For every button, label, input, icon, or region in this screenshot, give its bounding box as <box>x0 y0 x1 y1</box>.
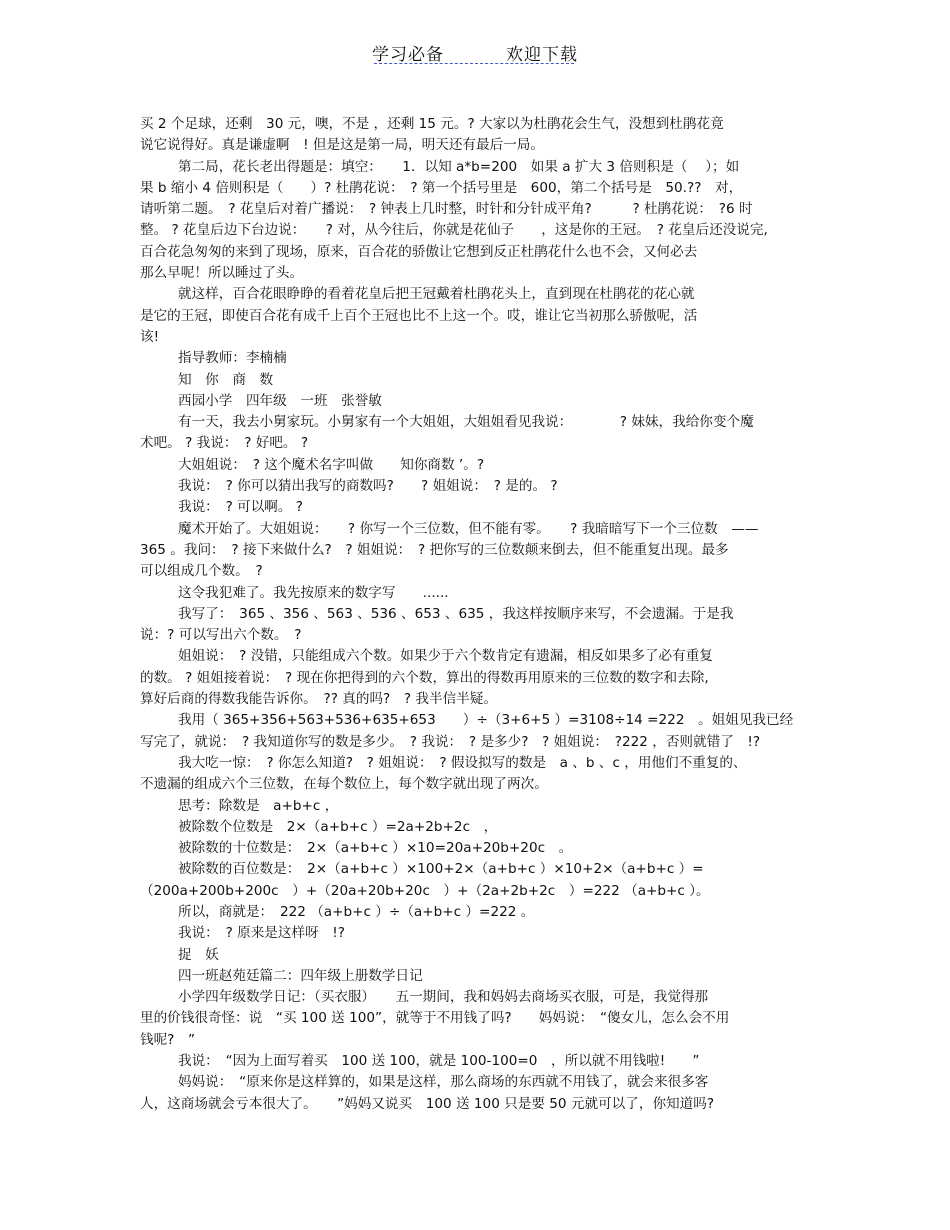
text-line: 买 2 个足球，还剩 30 元，噢，不是 ，还剩 15 元。? 大家以为杜鹃花会生气，没想到杜鹃花竟 <box>140 116 724 132</box>
text-line: 魔术开始了。大姐姐说： ? 你写一个三位数，但不能有零。 ? 我暗暗写下一个三位数 —— <box>178 520 759 537</box>
text-line: 西园小学 四年级 一班 张誉敏 <box>178 392 382 409</box>
text-line: 被除数个位数是 2×（a+b+c ）=2a+2b+2c ， <box>178 818 498 835</box>
text-line: 术吧。 ? 我说： ? 好吧。 ? <box>140 435 309 452</box>
text-line: 被除数的十位数是： 2×（a+b+c ）×10=20a+20b+20c 。 <box>178 840 573 857</box>
header-right-text: 欢迎下载 <box>506 45 578 65</box>
text-line: 算好后商的得数我能告诉你。 ?? 真的吗? ? 我半信半疑。 <box>140 691 497 708</box>
page-header <box>0 40 950 65</box>
text-line: 被除数的百位数是： 2×（a+b+c ）×100+2×（a+b+c ）×10+2×（a+b+c ）= <box>178 861 704 878</box>
text-line: 说它说得好。真是谦虚啊 ! 但是这是第一局，明天还有最后一局。 <box>140 137 544 154</box>
text-line: 不遗漏的组成六个三位数，在每个数位上，每个数字就出现了两次。 <box>140 776 548 793</box>
text-line: 我大吃一惊： ? 你怎么知道? ? 姐姐说： ? 假设拟写的数是 a 、b 、c ，用他们不重复的、 <box>178 754 747 771</box>
text-line: 我说： ? 可以啊。 ? <box>178 499 304 516</box>
text-line: （200a+200b+200c ）+（20a+20b+20c ）+（2a+2b+2c ）=222 （a+b+c ）。 <box>140 882 710 899</box>
text-line: 小学四年级数学日记：（买衣服） 五一期间，我和妈妈去商场买衣服，可是，我觉得那 <box>178 989 709 1006</box>
text-line: 我说： ? 你可以猜出我写的商数吗? ? 姐姐说： ? 是的。 ? <box>178 478 558 495</box>
text-line: 请听第二题。 ? 花皇后对着广播说： ? 钟表上几时整，时针和分针成平角? ? 杜鹃花说： ?6 时 <box>140 201 753 218</box>
text-line: 人，这商场就会亏本很大了。 ”妈妈又说买 100 送 100 只是要 50 元就可以了，你知道吗? <box>140 1095 715 1112</box>
text-line: 365 。我问： ? 接下来做什么? ? 姐姐说： ? 把你写的三位数颠来倒去，但不能重复出现。最多 <box>140 541 729 558</box>
text-line: 钱呢? ” <box>140 1031 196 1048</box>
text-line: 百合花急匆匆的来到了现场，原来，百合花的骄傲让它想到反正杜鹃花什么也不会，又何必去 <box>140 243 698 260</box>
header-underline <box>374 63 574 64</box>
text-line: 第二局，花长老出得题是：填空： 1．以知 a*b=200 如果 a 扩大 3 倍则积是（ ）；如 <box>178 158 740 175</box>
text-line: 妈妈说： “原来你是这样算的，如果是这样，那么商场的东西就不用钱了，就会来很多客 <box>178 1074 709 1091</box>
text-line: 指导教师：李楠楠 <box>178 350 287 367</box>
text-line: 四一班赵苑廷篇二：四年级上册数学日记 <box>178 967 423 984</box>
text-line: 里的价钱很奇怪：说 “买 100 送 100”，就等于不用钱了吗? 妈妈说： “傻女儿，怎么会不用 <box>140 1010 730 1027</box>
text-line: 这令我犯难了。我先按原来的数字写 ...... <box>178 584 449 601</box>
text-line: 姐姐说： ? 没错，只能组成六个数。如果少于六个数肯定有遗漏，相反如果多了必有重复 <box>178 648 713 665</box>
text-line: 那么早呢！所以睡过了头。 <box>140 265 304 282</box>
text-line: 有一天，我去小舅家玩。小舅家有一个大姐姐，大姐姐看见我说： ? 妹妹，我给你变个魔 <box>178 414 754 431</box>
text-line: 所以，商就是： 222 （a+b+c ）÷（a+b+c ）=222 。 <box>178 903 535 920</box>
text-line: 是它的王冠，即使百合花有成千上百个王冠也比不上这一个。哎，谁让它当初那么骄傲呢，活 <box>140 307 698 324</box>
document-body <box>140 114 808 1115</box>
text-line: 我说： ? 原来是这样呀 !? <box>178 925 345 942</box>
text-line: 说：? 可以写出六个数。 ? <box>140 627 302 644</box>
text-line: 我写了： 365 、356 、563 、536 、653 、635 ，我这样按顺序来写，不会遗漏。于是我 <box>178 605 734 622</box>
text-line: 捉 妖 <box>178 946 219 963</box>
text-line: 我用（ 365+356+563+536+635+653 ）÷（3+6+5 ）=3108÷14 =222 。姐姐见我已经 <box>178 712 794 729</box>
text-line: 写完了，就说： ? 我知道你写的数是多少。 ? 我说： ? 是多少? ? 姐姐说： ?222 ，否则就错了 !? <box>140 733 761 750</box>
text-line: 思考：除数是 a+b+c ， <box>178 797 339 814</box>
text-line: 该! <box>140 328 160 345</box>
text-line: 知 你 商 数 <box>178 371 274 388</box>
text-line: 就这样，百合花眼睁睁的看着花皇后把王冠戴着杜鹃花头上，直到现在杜鹃花的花心就 <box>178 286 695 303</box>
text-line: 果 b 缩小 4 倍则积是（ ）? 杜鹃花说： ? 第一个括号里是 600，第二个括号是 50.?? 对， <box>140 179 743 196</box>
header-left-text: 学习必备 <box>372 45 444 65</box>
text-line: 大姐姐说： ? 这个魔术名字叫做 知你商数 ’。? <box>178 456 485 473</box>
text-line: 我说： “因为上面写着买 100 送 100，就是 100-100=0 ，所以就不用钱啦! ” <box>178 1053 700 1070</box>
text-line: 可以组成几个数。 ? <box>140 563 263 580</box>
text-line: 整。 ? 花皇后边下台边说： ? 对，从今往后，你就是花仙子 ，这是你的王冠。 ? 花皇后还没说完, <box>140 222 768 239</box>
text-line: 的数。 ? 姐姐接着说： ? 现在你把得到的六个数，算出的得数再用原来的三位数的数字和去除, <box>140 669 709 686</box>
